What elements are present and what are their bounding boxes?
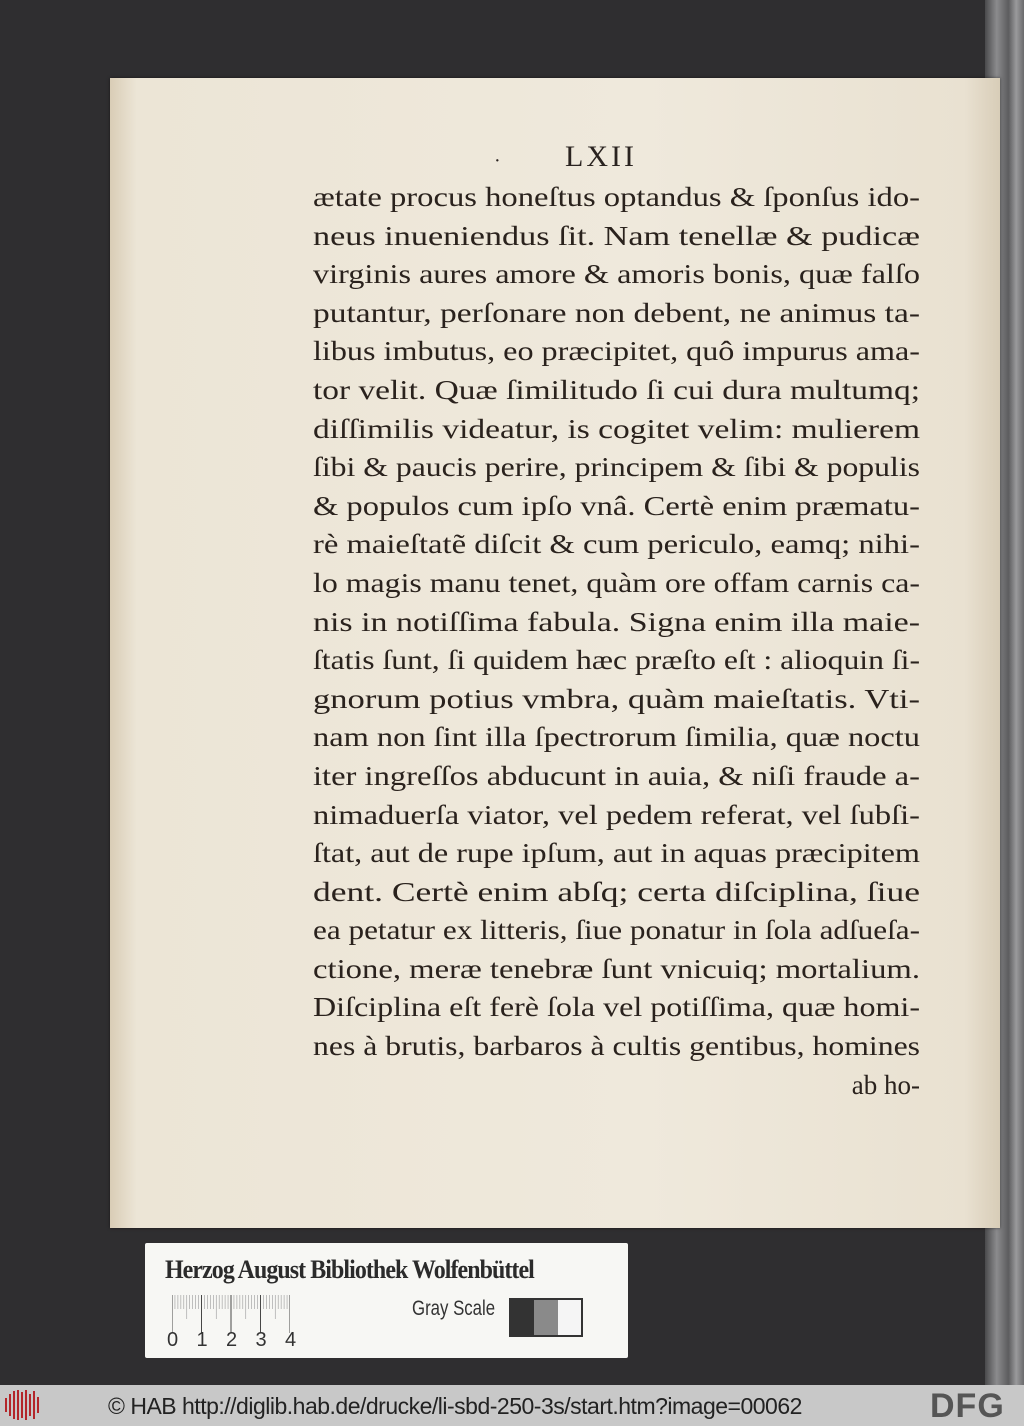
page-mark: · — [494, 150, 501, 172]
footer-bar — [0, 1385, 1024, 1426]
text-line: nis in notiſſima fabula. Signa enim illa maie- — [313, 606, 920, 637]
ruler-number: 4 — [285, 1329, 297, 1351]
text-line: ſtat, aut de rupe ipſum, aut in aquas præcipitem — [313, 838, 920, 869]
text-line: virginis aures amore & amoris bonis, quæ falſo — [313, 259, 920, 290]
hab-logo-icon — [5, 1390, 43, 1420]
text-line: tor velit. Quæ ſimilitudo ſi cui dura multumq; — [313, 374, 920, 405]
text-line: ſibi & paucis perire, principem & ſibi & populis — [313, 452, 920, 483]
text-line: diſſimilis videatur, is cogitet velim: mulierem — [313, 413, 920, 444]
text-line: & populos cum ipſo vnâ. Certè enim præmatu- — [313, 490, 920, 521]
ruler-scale — [172, 1295, 290, 1333]
text-line: nimaduerſa viator, vel pedem referat, vel ſubſi- — [313, 799, 920, 830]
text-line: rè maieſtatẽ diſcit & cum periculo, eamq; nihi- — [313, 529, 920, 560]
text-line: nes à brutis, barbaros à cultis gentibus, homines — [313, 1031, 920, 1062]
text-line: dent. Certè enim abſq; certa diſciplina, ſiue — [313, 876, 920, 907]
text-line: nam non ſint illa ſpectrorum ſimilia, quæ noctu — [313, 722, 920, 753]
text-line: ea petatur ex litteris, ſiue ponatur in ſola adſueſa- — [313, 915, 920, 946]
text-line: ab ho- — [851, 1069, 920, 1100]
ruler-number: 3 — [255, 1329, 267, 1351]
library-color-card — [145, 1243, 628, 1358]
library-name: Herzog August Bibliothek Wolfenbüttel — [165, 1255, 534, 1284]
text-line: ætate procus honeſtus optandus & ſponſus ido- — [313, 182, 920, 212]
folio-number: LXII — [565, 140, 637, 173]
gray-swatch — [511, 1300, 534, 1335]
text-line: neus inueniendus ſit. Nam tenellæ & pudicæ — [313, 220, 920, 251]
dfg-logo: DFG — [930, 1387, 1005, 1425]
gray-swatch — [558, 1300, 581, 1335]
ruler-number: 0 — [167, 1329, 179, 1351]
gray-swatch — [534, 1300, 557, 1335]
text-line: ctione, meræ tenebræ ſunt vnicuiq; mortalium. — [313, 953, 920, 984]
text-line: ſtatis ſunt, ſi quidem hæc præſto eſt : alioquin ſi- — [313, 645, 920, 676]
text-line: lo magis manu tenet, quàm ore offam carnis ca- — [313, 567, 920, 598]
text-line: Diſciplina eſt ferè ſola vel potiſſima, quæ homi- — [313, 992, 920, 1023]
copyright-url[interactable]: © HAB http://diglib.hab.de/drucke/li-sbd-250-3s/start.htm?image=00062 — [108, 1393, 802, 1419]
text-line: gnorum potius vmbra, quàm maieſtatis. Vti- — [313, 683, 920, 714]
gray-scale-label: Gray Scale — [412, 1297, 496, 1320]
text-line: iter ingreſſos abducunt in auia, & niſi fraude a- — [313, 760, 920, 791]
page-text — [313, 178, 920, 1104]
ruler-number: 1 — [196, 1329, 208, 1351]
text-line: libus imbutus, eo præcipitet, quô impurus ama- — [313, 336, 920, 367]
ruler-number: 2 — [226, 1329, 238, 1351]
text-line: putantur, perſonare non debent, ne animus ta- — [313, 297, 920, 328]
gray-scale-swatches — [509, 1298, 583, 1337]
